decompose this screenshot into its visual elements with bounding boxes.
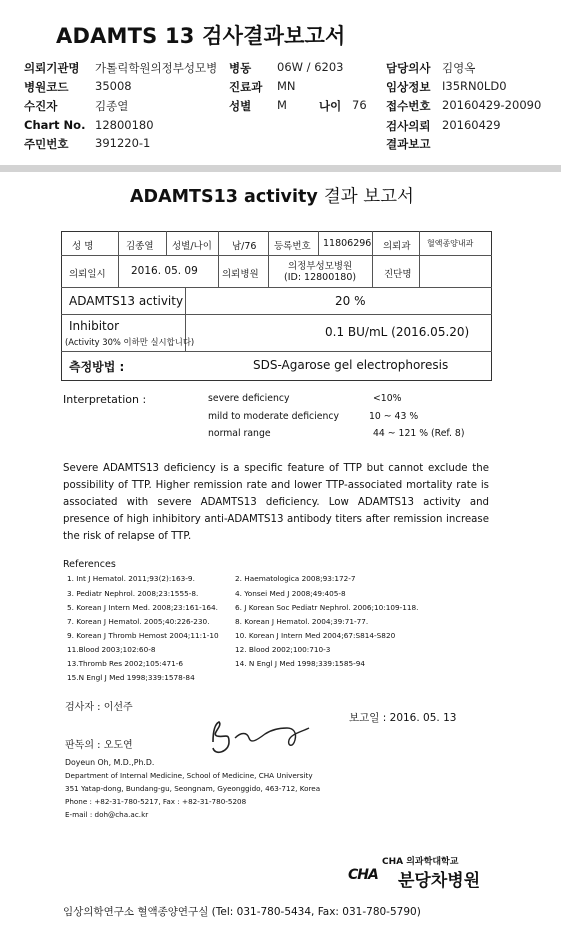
method-label: 측정방법 : xyxy=(69,360,125,374)
examiner: 검사자 : 이선주 xyxy=(65,702,133,713)
value-doctor: 김영옥 xyxy=(442,61,476,75)
cha-logo-mark: CHA xyxy=(348,867,378,883)
judging-doctor: 판독의 : 오도연 xyxy=(65,740,133,751)
table-rule xyxy=(61,287,492,288)
value-test-request: 20160429 xyxy=(442,118,501,132)
doctor-name: Doyeun Oh, M.D.,Ph.D. xyxy=(65,758,155,767)
report-title xyxy=(130,183,414,208)
reference-item: 10. Korean J Intern Med 2004;67:S814-S820 xyxy=(235,631,396,640)
label-age: 나이 xyxy=(319,99,342,113)
hospital-logo-name: 분당차병원 xyxy=(398,871,481,891)
hospital-label: 의뢰병원 xyxy=(222,269,259,280)
inhibitor-value: 0.1 BU/mL (2016.05.20) xyxy=(325,325,470,339)
value-hospital-code: 35008 xyxy=(95,79,132,93)
label-department: 진료과 xyxy=(229,80,263,94)
label-doctor: 담당의사 xyxy=(386,61,431,75)
label-result-report: 결과보고 xyxy=(386,137,431,151)
interp-name: severe deficiency xyxy=(208,393,290,404)
doctor-phone: Phone : +82-31-780-5217, Fax : +82-31-780-5208 xyxy=(65,797,247,806)
value-department: MN xyxy=(277,79,296,93)
page-title: ADAMTS 13 검사결과보고서 xyxy=(56,24,346,48)
reference-item: 1. Int J Hematol. 2011;93(2):163-9. xyxy=(67,574,195,583)
table-rule xyxy=(268,231,269,287)
inhibitor-label: Inhibitor xyxy=(69,319,120,333)
name-label: 성 명 xyxy=(72,241,94,252)
dept-value: 혈액종양내과 xyxy=(427,239,474,248)
method-value: SDS-Agarose gel electrophoresis xyxy=(253,358,449,372)
interp-name: normal range xyxy=(208,428,271,439)
reference-item: 5. Korean J Intern Med. 2008;23:161-164. xyxy=(67,603,218,612)
label-test-request: 검사의뢰 xyxy=(386,119,431,133)
label-ward: 병동 xyxy=(229,61,252,75)
interp-range: 44 ~ 121 % (Ref. 8) xyxy=(373,428,465,439)
reference-item: 9. Korean J Thromb Hemost 2004;11:1-10 xyxy=(67,631,219,640)
footer-contact: 임상의학연구소 혈액종양연구실 (Tel: 031-780-5434, Fax: 031-780-5790) xyxy=(63,906,421,918)
table-rule xyxy=(61,255,492,256)
table-rule xyxy=(372,255,373,287)
label-hospital-code: 병원코드 xyxy=(24,80,69,94)
label-receipt-no: 접수번호 xyxy=(386,99,431,113)
label-resident-no: 주민번호 xyxy=(24,137,69,151)
reference-item: 15.N Engl J Med 1998;339:1578-84 xyxy=(67,673,195,682)
date-label: 의뢰일시 xyxy=(69,269,106,280)
inhibitor-note: (Activity 30% 이하만 실시합니다) xyxy=(65,337,195,347)
value-ward: 06W / 6203 xyxy=(277,60,344,74)
section-divider xyxy=(0,165,561,172)
diagnosis-label: 진단명 xyxy=(384,269,412,280)
reference-item: 2. Haematologica 2008;93:172-7 xyxy=(235,574,356,583)
table-rule xyxy=(218,231,219,287)
reference-item: 6. J Korean Soc Pediatr Nephrol. 2006;10:109-118. xyxy=(235,603,419,612)
report-title-ko: 결과 보고서 xyxy=(323,187,414,207)
table-rule xyxy=(61,314,492,315)
table-rule xyxy=(118,231,119,287)
table-rule xyxy=(318,231,319,255)
report-date: 보고일 : 2016. 05. 13 xyxy=(349,712,457,724)
reference-item: 7. Korean J Hematol. 2005;40:226-230. xyxy=(67,617,210,626)
hospital-value: 의정부성모병원 xyxy=(288,261,353,272)
interp-range: 10 ~ 43 % xyxy=(369,411,419,422)
table-rule xyxy=(372,231,373,255)
regno-label: 등록번호 xyxy=(274,241,311,252)
value-resident-no: 391220-1 xyxy=(95,136,151,150)
table-rule xyxy=(166,231,167,255)
activity-label: ADAMTS13 activity xyxy=(69,294,184,308)
report-title-en: ADAMTS13 activity xyxy=(130,187,318,207)
interpretation-paragraph: Severe ADAMTS13 deficiency is a specific feature of TTP but cannot exclude the possibility of TTP. Higher remission rate and lower TTP-associated mortality rate is associated with severe ADAMTS13 deficiency. Low ADAMTS13 activity and presence of high inhibitory anti-ADAMTS13 antibody titers after remission increase the risk of relapse of TTP. xyxy=(63,463,489,542)
interp-name: mild to moderate deficiency xyxy=(208,411,339,422)
doctor-department: Department of Internal Medicine, School of Medicine, CHA University xyxy=(65,771,313,780)
sexage-value: 남/76 xyxy=(232,241,257,252)
report-header xyxy=(0,0,561,165)
reference-item: 8. Korean J Hematol. 2004;39:71-77. xyxy=(235,617,369,626)
label-clinical-info: 임상정보 xyxy=(386,80,431,94)
name-value: 김종열 xyxy=(126,241,154,252)
label-requesting-org: 의뢰기관명 xyxy=(24,61,80,75)
reference-item: 14. N Engl J Med 1998;339:1585-94 xyxy=(235,659,366,668)
value-requesting-org: 가톨릭학원의정부성모병 xyxy=(95,61,218,75)
sexage-label: 성별/나이 xyxy=(172,241,212,252)
reference-item: 11.Blood 2003;102:60-8 xyxy=(67,645,156,654)
value-receipt-no: 20160429-20090 xyxy=(442,98,542,112)
interp-range: <10% xyxy=(373,393,402,404)
reference-item: 3. Pediatr Nephrol. 2008;23:1555-8. xyxy=(67,589,199,598)
value-age: 76 xyxy=(352,98,367,112)
hospital-id: (ID: 12800180) xyxy=(284,272,357,283)
value-chart-no: 12800180 xyxy=(95,118,154,132)
handwritten-signature xyxy=(205,712,325,762)
reference-item: 13.Thromb Res 2002;105:471-6 xyxy=(67,659,184,668)
reference-item: 12. Blood 2002;100:710-3 xyxy=(235,645,331,654)
value-clinical-info: I35RN0LD0 xyxy=(442,79,507,93)
doctor-email: E-mail : doh@cha.ac.kr xyxy=(65,810,149,819)
university-logo-text: CHA 의과학대학교 xyxy=(382,857,459,867)
label-patient: 수진자 xyxy=(24,99,58,113)
label-sex: 성별 xyxy=(229,99,252,113)
table-rule xyxy=(61,351,492,352)
value-patient: 김종열 xyxy=(95,99,129,113)
references-title: References xyxy=(63,559,116,570)
doctor-address: 351 Yatap-dong, Bundang-gu, Seongnam, Gyeonggido, 463-712, Korea xyxy=(65,784,321,793)
interpretation-label: Interpretation : xyxy=(63,393,147,406)
reference-item: 4. Yonsei Med J 2008;49:405-8 xyxy=(235,589,346,598)
regno-value: 11806296 xyxy=(323,238,372,249)
label-chart-no: Chart No. xyxy=(24,118,86,132)
table-rule xyxy=(185,287,186,314)
table-rule xyxy=(419,231,420,287)
value-sex: M xyxy=(277,98,287,112)
date-value: 2016. 05. 09 xyxy=(131,265,198,277)
activity-value: 20 % xyxy=(335,294,366,308)
dept-label: 의뢰과 xyxy=(383,241,411,252)
